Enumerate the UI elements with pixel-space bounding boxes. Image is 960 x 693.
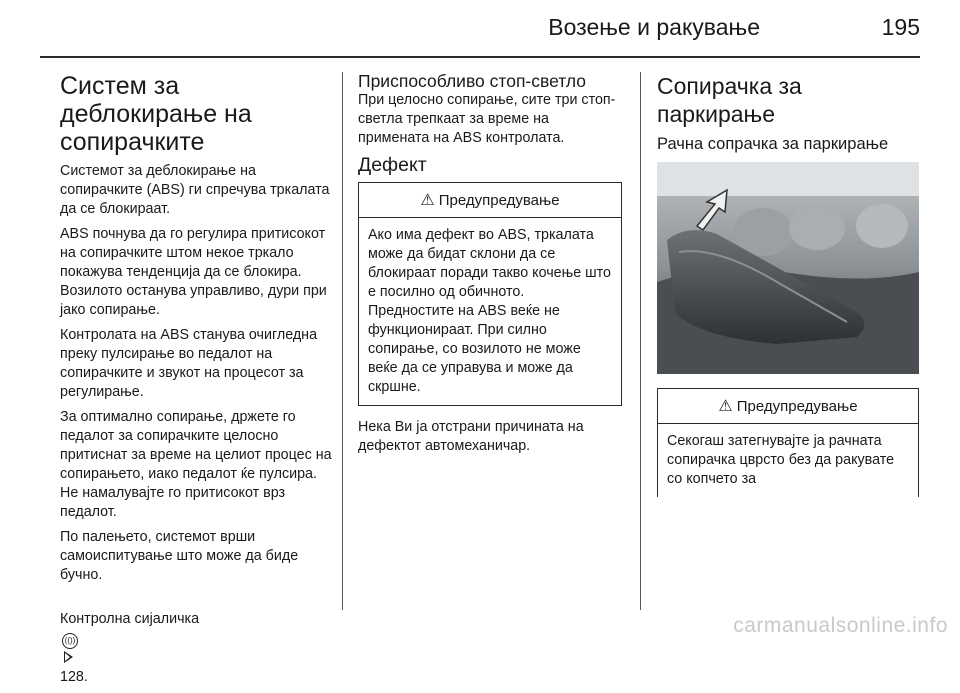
header-rule <box>40 56 920 58</box>
abs-heading: Систем за деблокирање на сопирачките <box>60 72 252 156</box>
column-divider-1 <box>342 72 343 610</box>
column-parking-brake <box>657 72 919 497</box>
brake-light-intro: При целосно сопирање, сите три стоп-светла трепкаат за време на примената на ABS контролата. <box>358 92 616 146</box>
warning-title: Предупредување <box>736 397 858 415</box>
indicator-page-ref[interactable]: 128. <box>60 669 88 685</box>
warning-header <box>359 183 621 218</box>
warning-triangle-icon: ⚠ <box>718 398 733 415</box>
abs-indicator-line <box>60 591 336 687</box>
warning-body: Секогаш затегнувајте ја рачната сопирачка цврсто без да ракувате со копчето за <box>667 433 895 487</box>
abs-paragraph: Системот за деблокирање на сопирачките (ABS) ги спречува тркалата да се блокираат. <box>60 163 330 217</box>
warning-header <box>658 389 918 424</box>
page-header-title: Возење и ракување <box>548 14 760 40</box>
warning-box <box>358 182 622 406</box>
warning-body: Ако има дефект во ABS, тркалата може да бидат склони да се блокираат поради такво кочење што е посилно од обичното. Предностите на ABS веќе не функционираат. При силно сопирање, со возилото не може веќе да се управува и може да скршне. <box>368 227 611 395</box>
hand-brake-subheading: Рачна сопрачка за паркирање <box>657 135 889 153</box>
abs-paragraph: По палењето, системот врши самоиспитување што може да биде бучно. <box>60 529 299 583</box>
brake-light-heading: Приспособливо стоп-светло <box>358 71 587 91</box>
fault-outro: Нека Ви ја отстрани причината на дефектот автомеханичар. <box>358 419 584 454</box>
page-reference-icon <box>64 651 73 663</box>
abs-paragraph: За оптимално сопирање, држете го педалот за сопирачките целосно притиснат за време на целиот процес на сопирањето, иако педалот ќе пулсира. Не намалувајте го притисокот врз педалот. <box>60 409 332 520</box>
parking-warning-box <box>657 388 919 497</box>
abs-paragraph: Контролата на ABS станува очигледна преку пулсирање во педалот на сопирачките и звукот на процесот за регулирање. <box>60 327 318 400</box>
column-divider-2 <box>640 72 641 610</box>
abs-paragraph: ABS почнува да го регулира притисокот на сопирачките штом некое тркало покажува тенденција да се блокира. Возилото останува управливо, дури при јако сопирање. <box>60 226 327 318</box>
warning-triangle-icon: ⚠ <box>420 192 435 209</box>
page-number: 195 <box>881 14 920 40</box>
warning-title: Предупредување <box>438 191 560 209</box>
column-brake-light <box>358 72 622 462</box>
column-abs <box>60 72 336 693</box>
parking-brake-photo <box>657 162 919 374</box>
abs-indicator-icon: (()) <box>62 633 78 649</box>
watermark: carmanualsonline.info <box>733 614 948 637</box>
parking-brake-heading: Сопирачка за паркирање <box>657 73 802 127</box>
indicator-label: Контролна сијаличка <box>60 611 200 627</box>
fault-heading: Дефект <box>358 154 427 176</box>
